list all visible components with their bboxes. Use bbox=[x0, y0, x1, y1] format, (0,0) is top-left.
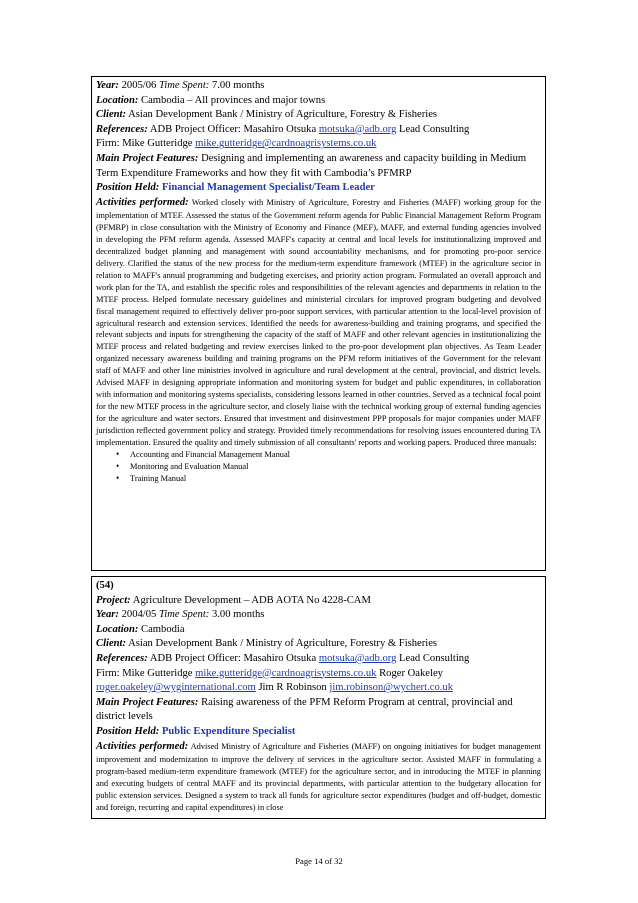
client-line bbox=[96, 108, 541, 123]
activities-text: Worked closely with Ministry of Agriculture, Forestry and Fisheries (MAFF) working group for the implementation of MTEF. Assessed the status of the Government reform agenda for Public Financial Management Reform Program (PFMRP) in close consultation with the Ministry of Economy and Finance (MEF), MAFF, and external funding agencies involved in developing the PFM reform agenda. Assessed MAFF's capacity at central and local levels for institutionalizing improved and decentralized budget planning and management with sound accountability mechanisms, and for promoting pro-poor service delivery. Clarified the status of the new process for the medium-term expenditure framework (MTEF) in the agriculture sector in relation to MAFF's annual programming and budgeting exercises, and priority action program. Formulated an overall approach and work plan for the TA, and establish the specific roles and responsibilities of the relevant agencies and departments in relation to the MTEF process. Helped formulate necessary guidelines and ministerial circulars for improved program budgeting and devolved fiscal management required to effectively deliver pro-poor support services, with particular attention to the local-level provision of agricultural research and extension services. Identified the needs for awareness-building and training programs, and specified the relevant subjects and inputs for strengthening the capacity of the staff of MAFF and other relevant agencies in institutionalizing the MTEF process and related budgeting and review exercises linked to the pro-poor development plan objectives. As Team Leader organized necessary awareness building and training programs on the PFM reform initiatives of the Government for the relevant staff of MAFF and other line ministries involved in agriculture and rural development at the central, provincial, and district levels. Advised MAFF in designing appropriate information and monitoring system for budget and public expenditures, in collaboration with information and monitoring systems specialists, considering lessons learned in other countries. Served as a technical focal point for the new MTEF process in the agriculture sector, and closely liaise with the technical working group of external funding agencies for the agriculture and water sectors. Ensured that investment and disinvestment PPP proposals for major companies under MAFF jurisdiction reflected government policy and strategy. Provided timely recommendations for resolving issues encountered during TA implementation. Ensured the quality and timely submission of all consultants' reports and working papers. Produced three manuals: bbox=[96, 197, 541, 447]
manual-name: Accounting and Financial Management Manual bbox=[130, 450, 291, 460]
client-value: Asian Development Bank / Ministry of Agriculture, Forestry & Fisheries bbox=[128, 638, 438, 650]
time-value: 3.00 months bbox=[211, 609, 265, 621]
ref-oakeley: Roger Oakeley bbox=[379, 667, 443, 679]
client-line bbox=[96, 637, 541, 652]
bullet-icon: • bbox=[116, 472, 120, 483]
ref-firm: Firm: Mike Gutteridge bbox=[96, 138, 193, 150]
page-number: Page 14 of 32 bbox=[295, 856, 343, 866]
features-label: Main Project Features: bbox=[96, 696, 199, 708]
entry-number: (54) bbox=[96, 580, 114, 591]
manuals-list bbox=[96, 449, 541, 484]
project-label: Project: bbox=[96, 594, 131, 606]
project-entry-1 bbox=[91, 76, 546, 571]
location-value: Cambodia bbox=[141, 623, 185, 635]
references-extra-line bbox=[96, 681, 541, 696]
project-line bbox=[96, 594, 541, 609]
bullet-icon: • bbox=[116, 461, 120, 472]
client-value: Asian Development Bank / Ministry of Agriculture, Forestry & Fisheries bbox=[128, 109, 438, 121]
features-value: Raising awareness of the PFM Reform Program at central, provincial and district levels bbox=[96, 696, 513, 723]
year-value: 2004/05 bbox=[121, 609, 157, 621]
ref-firm-email-link[interactable]: mike.gutteridge@cardnoagrisystems.co.uk bbox=[195, 138, 377, 150]
features-value: Designing and implementing an awareness and capacity building in Medium Term Expenditure Frameworks and how they fit with Cambodia’s PFMRP bbox=[96, 152, 527, 179]
features-label: Main Project Features: bbox=[96, 152, 199, 164]
position-line bbox=[96, 181, 541, 196]
location-line bbox=[96, 623, 541, 638]
client-label: Client: bbox=[96, 109, 127, 121]
time-value: 7.00 months bbox=[211, 80, 265, 91]
ref-robinson-email-link[interactable]: jim.robinson@wychert.co.uk bbox=[329, 682, 454, 694]
ref-robinson: Jim R Robinson bbox=[258, 682, 327, 694]
manual-name: Training Manual bbox=[130, 473, 187, 483]
year-line bbox=[96, 608, 541, 623]
position-label: Position Held: bbox=[96, 182, 160, 194]
project-value: Agriculture Development – ADB AOTA No 4228-CAM bbox=[132, 594, 371, 606]
activities-text: Advised Ministry of Agriculture and Fisheries (MAFF) on ongoing initiatives for budget management improvement and modernization to improve the delivery of services in the agriculture sector. Assisted MAFF in formulating a program-based medium-term expenditure framework (MTEF) for the agriculture sector, and in introducing the MTEF in planning and executing budgets of central MAFF and its provincial departments, with particular attention to the budgetary allocation for public extension services. Designed a system to track all funds for agriculture sector expenditures (budget and off-budget, domestic and foreign, recurring and capital expenditures) in close bbox=[96, 741, 541, 812]
ref-firm: Firm: Mike Gutteridge bbox=[96, 667, 193, 679]
position-value: Public Expenditure Specialist bbox=[161, 725, 296, 737]
ref-officer: ADB Project Officer: Masahiro Otsuka bbox=[149, 123, 317, 135]
client-label: Client: bbox=[96, 638, 127, 650]
location-value: Cambodia – All provinces and major towns bbox=[141, 94, 326, 106]
activities-paragraph bbox=[96, 196, 541, 449]
ref-officer-email-link[interactable]: motsuka@adb.org bbox=[318, 123, 397, 135]
position-value: Financial Management Specialist/Team Leader bbox=[161, 182, 375, 194]
manual-name: Monitoring and Evaluation Manual bbox=[130, 462, 249, 472]
ref-firm-email-link[interactable]: mike.gutteridge@cardnoagrisystems.co.uk bbox=[195, 667, 377, 679]
activities-label: Activities performed: bbox=[96, 196, 189, 208]
references-line bbox=[96, 123, 541, 138]
year-label: Year: bbox=[96, 609, 119, 621]
ref-officer: ADB Project Officer: Masahiro Otsuka bbox=[149, 652, 317, 664]
ref-officer-email-link[interactable]: motsuka@adb.org bbox=[318, 652, 397, 664]
ref-lead: Lead Consulting bbox=[399, 123, 470, 135]
location-line bbox=[96, 94, 541, 109]
time-label: Time Spent: bbox=[159, 80, 210, 91]
list-item bbox=[96, 473, 541, 485]
references-label: References: bbox=[96, 123, 148, 135]
references-label: References: bbox=[96, 652, 148, 664]
references-firm-line bbox=[96, 667, 541, 682]
year-line bbox=[96, 79, 541, 94]
year-value: 2005/06 bbox=[121, 80, 157, 91]
list-item bbox=[96, 449, 541, 461]
references-firm-line bbox=[96, 137, 541, 152]
location-label: Location: bbox=[96, 623, 139, 635]
features-line bbox=[96, 696, 541, 725]
time-label: Time Spent: bbox=[159, 609, 210, 621]
features-line bbox=[96, 152, 541, 181]
position-line bbox=[96, 725, 541, 740]
bullet-icon: • bbox=[116, 449, 120, 460]
activities-paragraph bbox=[96, 740, 541, 814]
activities-label: Activities performed: bbox=[96, 740, 189, 752]
year-label: Year: bbox=[96, 80, 119, 91]
position-label: Position Held: bbox=[96, 725, 160, 737]
ref-oakeley-email-link[interactable]: roger.oakeley@wyginternational.com bbox=[96, 682, 256, 694]
list-item bbox=[96, 461, 541, 473]
references-line bbox=[96, 652, 541, 667]
project-entry-2 bbox=[91, 576, 546, 819]
ref-lead: Lead Consulting bbox=[399, 652, 470, 664]
location-label: Location: bbox=[96, 94, 139, 106]
